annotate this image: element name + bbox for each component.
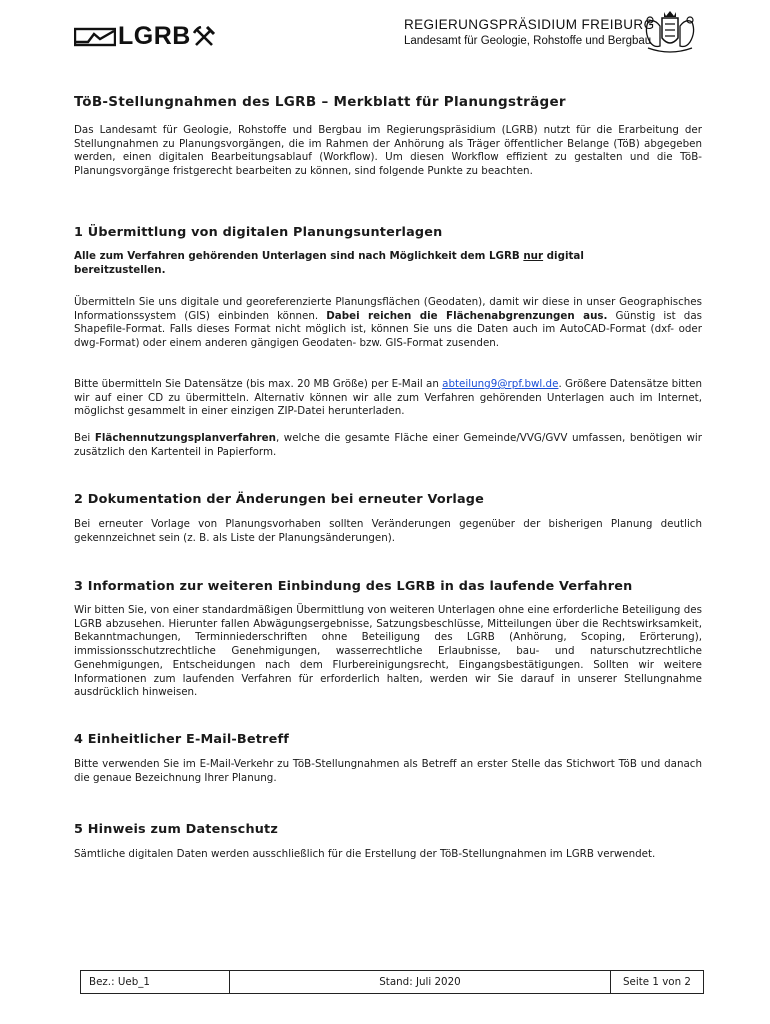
section-3-paragraph: Wir bitten Sie, von einer standardmäßigen Übermittlung von weiteren Unterlagen ohne eine erforderliche Beteiligung des LGRB abzusehen. Hierunter fallen Abwägungsergebnisse, Satzungsbeschlüsse, Mitteilungen über die Rechtswirksamkeit, Bekanntmachungen, Terminniederschriften ohne Beteiligung des LGRB (Anhörung, Scoping, Erörterung), immissionsschutzrechtliche Genehmigungen, wasserrechtliche Erlaubnisse, bau- und naturschutzrechtliche Genehmigungen, Entscheidungen nach dem Flurbereinigungsrecht, Eingangsbestätigungen. Sollten wir weitere Informationen zum laufenden Verfahren für erforderlich halten, werden wir Sie darauf in unserer Stellungnahme ausdrücklich hinweisen. (74, 604, 702, 699)
footer-reference: Bez.: Ueb_1 (81, 971, 230, 993)
lgrb-emblem-icon (74, 26, 116, 48)
intro-paragraph: Das Landesamt für Geologie, Rohstoffe und Bergbau im Regierungspräsidium (LGRB) nutzt für die Erarbeitung der Stellungnahmen zu Planungsvorgängen, die im Rahmen der Anhörung als Träger öffentlicher Belange (TöB) abgegeben werden, einen digitalen Bearbeitungsablauf (Workflow). Um diesen Workflow effizient zu gestalten und die TöB-Planungsvorgänge fristgerecht bearbeiten zu können, sind folgende Punkte zu beachten. (74, 124, 702, 178)
section-1-heading: 1 Übermittlung von digitalen Planungsunterlagen (74, 225, 443, 240)
page-footer (80, 970, 704, 994)
section-4-paragraph: Bitte verwenden Sie im E-Mail-Verkehr zu TöB-Stellungnahmen als Betreff an erster Stelle das Stichwort TöB und danach die genaue Bezeichnung Ihrer Planung. (74, 758, 702, 784)
email-link[interactable]: abteilung9@rpf.bwl.de (442, 378, 559, 390)
coat-of-arms-icon (640, 8, 700, 58)
authority-subtitle: Landesamt für Geologie, Rohstoffe und Bergbau (404, 35, 652, 47)
section-3-heading: 3 Information zur weiteren Einbindung des LGRB in das laufende Verfahren (74, 579, 633, 594)
lgrb-logo (74, 22, 215, 51)
hammer-and-pick-icon (193, 26, 215, 48)
section-2-paragraph: Bei erneuter Vorlage von Planungsvorhaben sollten Veränderungen gegenüber der bisherigen Planung deutlich gekennzeichnet sein (z. B. als Liste der Planungsänderungen). (74, 518, 702, 544)
authority-title: REGIERUNGSPRÄSIDIUM FREIBURG (404, 17, 655, 32)
section-2-heading: 2 Dokumentation der Änderungen bei erneuter Vorlage (74, 492, 485, 507)
authority-block (404, 16, 654, 49)
section-1-paragraph-2: Bitte übermitteln Sie Datensätze (bis max. 20 MB Größe) per E-Mail an abteilung9@rpf.bwl.de. Größere Datensätze bitten wir auf einer CD zu übermitteln. Alternativ können wir alle zum Verfahren gehörenden Unterlagen auch im Internet, möglichst gesammelt in einer einzigen ZIP-Datei herunterladen. (74, 378, 702, 418)
section-1-paragraph-3: Bei Flächennutzungsplanverfahren, welche die gesamte Fläche einer Gemeinde/VVG/GVV umfassen, benötigen wir zusätzlich den Kartenteil in Papierform. (74, 432, 702, 458)
document-title: TöB-Stellungnahmen des LGRB – Merkblatt für Planungsträger (74, 94, 566, 110)
section-1-paragraph-1: Übermitteln Sie uns digitale und georeferenzierte Planungsflächen (Geodaten), damit wir diese in unser Geographisches Informationssystem (GIS) einbinden können. Dabei reichen die Flächenabgrenzungen aus. Günstig ist das Shapefile-Format. Falls dieses Format nicht möglich ist, können Sie uns die Daten auch im AutoCAD-Format (dxf- oder dwg-Format) oder einem anderen gängigen Geodaten- bzw. GIS-Format zusenden. (74, 296, 702, 350)
footer-page-number: Seite 1 von 2 (623, 976, 691, 988)
section-5-paragraph: Sämtliche digitalen Daten werden ausschließlich für die Erstellung der TöB-Stellungnahmen im LGRB verwendet. (74, 848, 656, 860)
section-4-heading: 4 Einheitlicher E-Mail-Betreff (74, 732, 289, 747)
footer-date: Stand: Juli 2020 (230, 971, 611, 993)
logo-text: LGRB (118, 22, 191, 50)
section-5-heading: 5 Hinweis zum Datenschutz (74, 822, 279, 837)
state-coat-of-arms (640, 8, 700, 62)
section-1-lead: Alle zum Verfahren gehörenden Unterlagen sind nach Möglichkeit dem LGRB nur digital bereitzustellen. (74, 250, 584, 276)
